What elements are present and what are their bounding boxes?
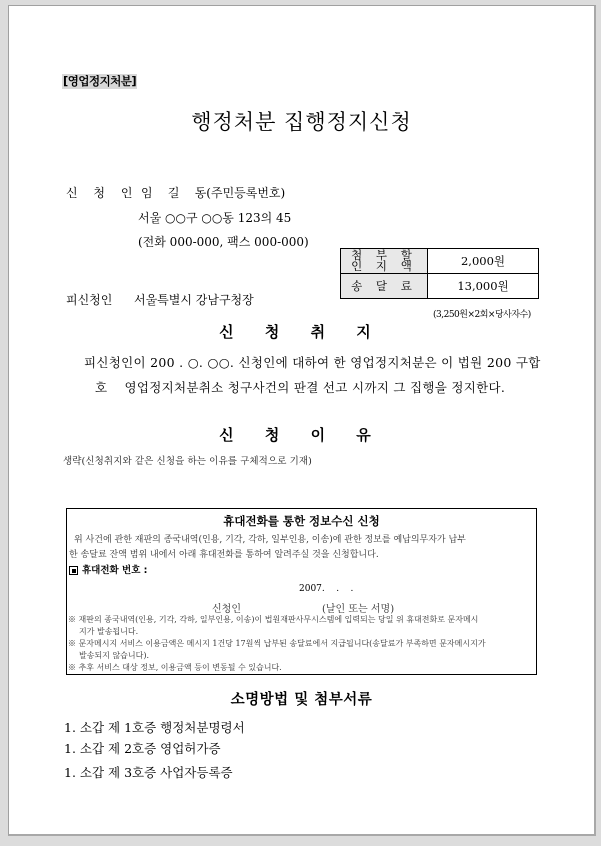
mobile-notice-box xyxy=(66,508,537,675)
document-page xyxy=(8,5,596,836)
fee-label-stamp-line2: 인 지 액 xyxy=(351,259,417,273)
attachment-item-2: 1. 소갑 제 2호증 영업허가증 xyxy=(64,741,221,756)
respondent-value: 서울특별시 강남구청장 xyxy=(134,293,254,307)
category-tag: [영업정지처분] xyxy=(63,74,137,88)
notice-title: 휴대전화를 통한 정보수신 신청 xyxy=(223,514,380,528)
fee-row-stamp xyxy=(341,249,539,274)
applicant-address: 서울 ○○구 ○○동 123의 45 xyxy=(138,211,292,225)
checkbox-icon[interactable] xyxy=(69,566,78,575)
applicant-contact: (전화 000-000, 팩스 000-000) xyxy=(138,235,309,249)
notice-note3: ※ 추후 서비스 대상 정보, 이용금액 등이 변동될 수 있습니다. xyxy=(68,663,282,672)
fee-row-delivery xyxy=(341,274,539,299)
attachment-item-3: 1. 소갑 제 3호증 사업자등록증 xyxy=(64,765,233,780)
notice-intro-line1: 위 사건에 관한 재판의 종국내역(인용, 기각, 각하, 일부인용, 이송)에 관한 정보를 예납의무자가 납부 xyxy=(74,535,466,545)
fee-label-stamp xyxy=(341,249,428,274)
applicant-name: 임 길 동(주민등록번호) xyxy=(141,186,286,200)
notice-signer-label: 신청인 xyxy=(212,604,241,615)
fee-label-stamp-line1: 첨 부 할 xyxy=(351,248,417,262)
attachments-heading: 소명방법 및 첨부서류 xyxy=(230,692,373,708)
reason-heading: 신 청 이 유 xyxy=(219,426,384,444)
notice-note1-line2: 지가 발송됩니다. xyxy=(79,627,139,636)
notice-date: 2007. . . xyxy=(299,584,354,594)
notice-note2-line2: 발송되지 않습니다). xyxy=(79,651,150,660)
phone-number-row xyxy=(69,562,147,576)
phone-number-label: 휴대전화 번호 : xyxy=(82,565,148,576)
fee-label-delivery: 송 달 료 xyxy=(341,274,428,299)
purpose-line2: 호 영업정지처분취소 청구사건의 판결 선고 시까지 그 집행을 정지한다. xyxy=(95,380,506,395)
applicant-label: 신 청 인 xyxy=(66,186,139,200)
notice-note1-line1: ※ 재판의 종국내역(인용, 기각, 각하, 일부인용, 이송)이 법원재판사무시스템에 입력되는 당일 위 휴대전화로 문자메시 xyxy=(68,615,479,624)
purpose-heading: 신 청 취 지 xyxy=(219,323,384,341)
reason-text: 생략(신청취지와 같은 신청을 하는 이유를 구체적으로 기재) xyxy=(63,456,312,467)
respondent-label: 피신청인 xyxy=(66,293,113,307)
notice-intro-line2: 한 송달료 잔액 범위 내에서 아래 휴대전화를 통하여 알려주실 것을 신청합니다. xyxy=(69,550,379,560)
fee-value-delivery: 13,000원 xyxy=(428,274,539,299)
purpose-line1: 피신청인이 200 . ○. ○○. 신청인에 대하여 한 영업정지처분은 이 법원 200 구합 xyxy=(84,355,541,370)
fee-table xyxy=(340,248,539,299)
fee-value-stamp: 2,000원 xyxy=(428,249,539,274)
attachment-item-1: 1. 소갑 제 1호증 행정처분명령서 xyxy=(64,720,245,735)
notice-signer-seal: (날인 또는 서명) xyxy=(322,604,395,615)
document-title: 행정처분 집행정지신청 xyxy=(191,110,412,134)
notice-note2-line1: ※ 문자메시지 서비스 이용금액은 메시지 1건당 17원씩 납부된 송달료에서 지급됩니다(송달료가 부족하면 문자메시지가 xyxy=(68,639,486,648)
fee-note: (3,250원×2회×당사자수) xyxy=(433,310,531,320)
